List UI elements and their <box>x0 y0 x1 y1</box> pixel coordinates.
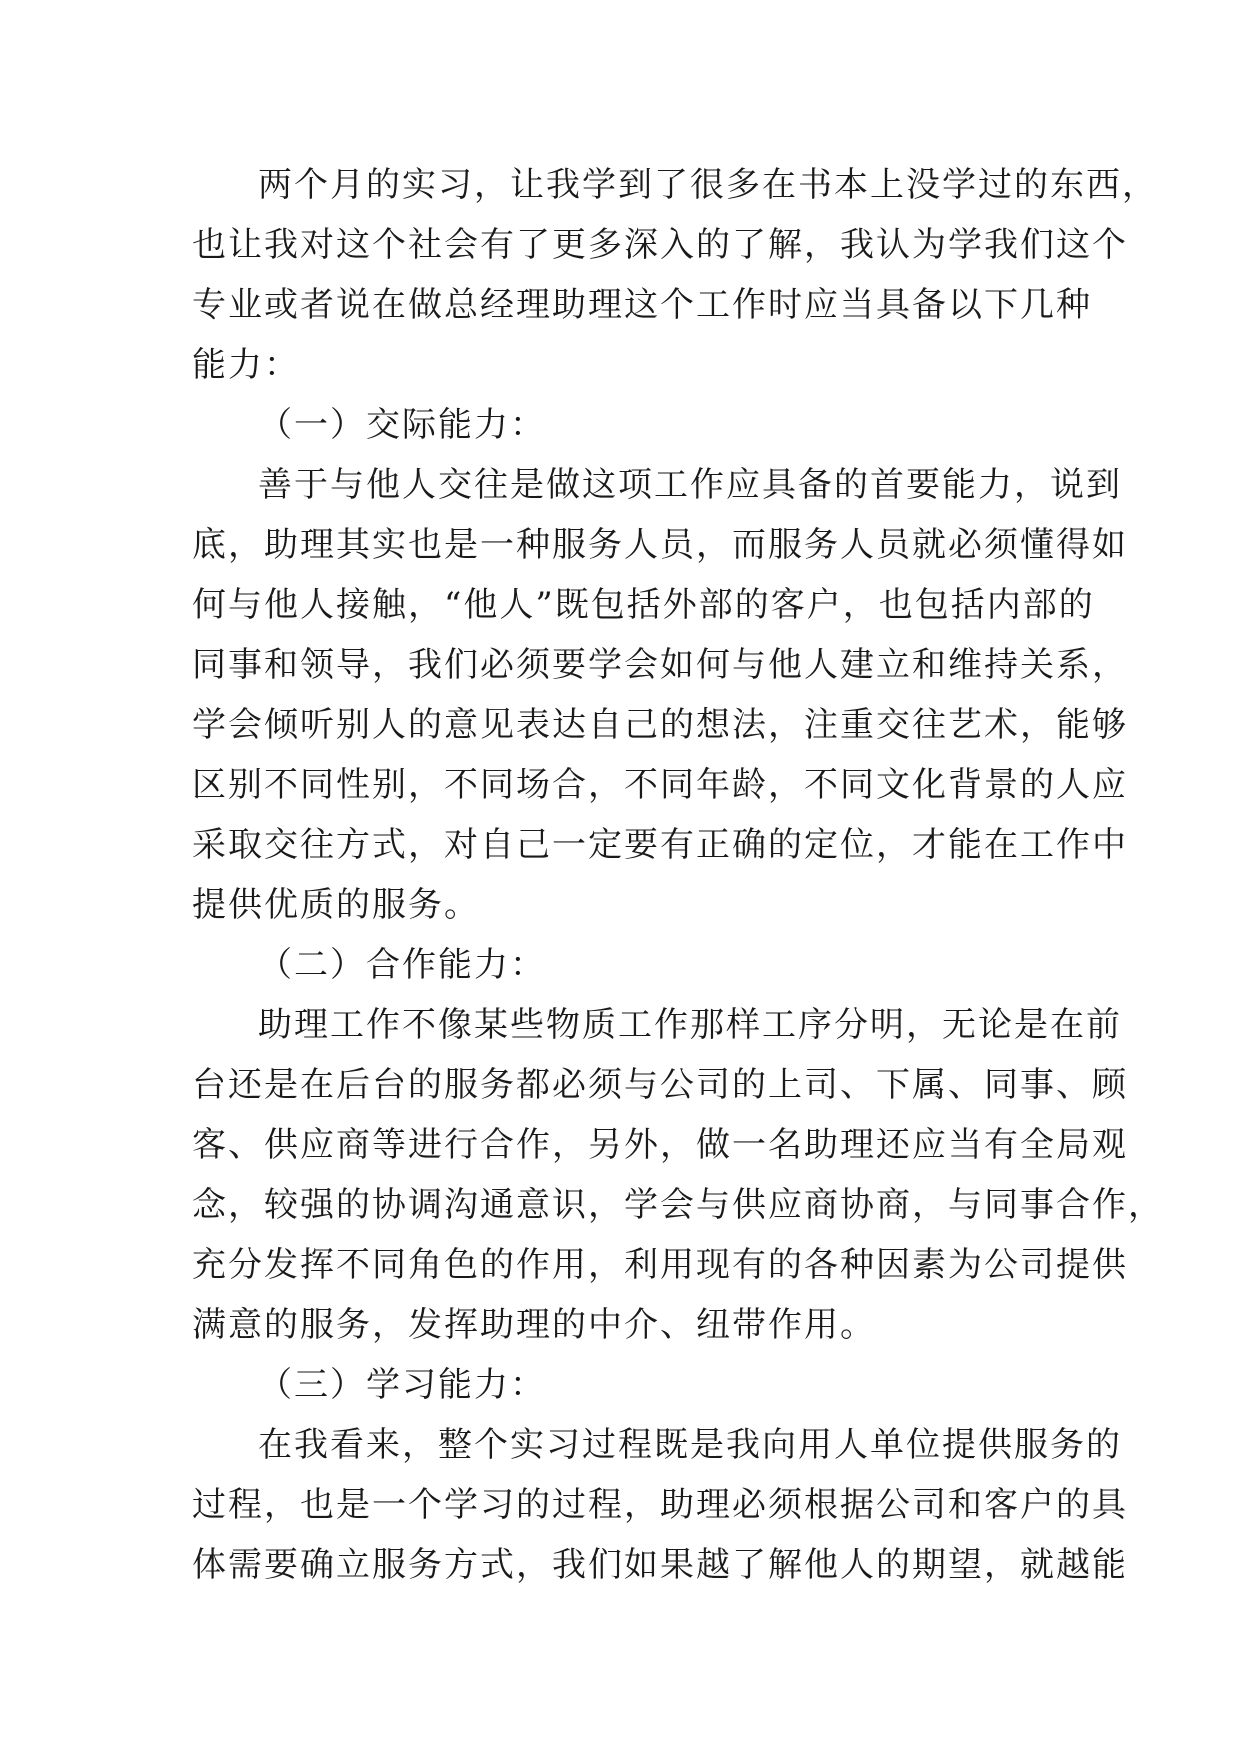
text-line: 善于与他人交往是做这项工作应具备的首要能力，说到 <box>258 465 1122 505</box>
text-line: （三）学习能力： <box>258 1365 546 1405</box>
text-line: 何与他人接触，“他人”既包括外部的客户，也包括内部的 <box>192 585 1095 625</box>
text-line: 满意的服务，发挥助理的中介、纽带作用。 <box>192 1305 876 1345</box>
text-line: 也让我对这个社会有了更多深入的了解，我认为学我们这个 <box>192 225 1128 265</box>
text-line: 台还是在后台的服务都必须与公司的上司、下属、同事、顾 <box>192 1065 1128 1105</box>
text-line: 客、供应商等进行合作，另外，做一名助理还应当有全局观 <box>192 1125 1128 1165</box>
text-line: （二）合作能力： <box>258 945 546 985</box>
text-line: 区别不同性别，不同场合，不同年龄，不同文化背景的人应 <box>192 765 1128 805</box>
text-line: 提供优质的服务。 <box>192 885 480 925</box>
text-line: 充分发挥不同角色的作用，利用现有的各种因素为公司提供 <box>192 1245 1128 1285</box>
text-line: （一）交际能力： <box>258 405 546 445</box>
text-line: 念，较强的协调沟通意识，学会与供应商协商，与同事合作， <box>192 1185 1164 1225</box>
document-body <box>192 155 1164 1595</box>
text-line: 过程，也是一个学习的过程，助理必须根据公司和客户的具 <box>192 1485 1128 1525</box>
text-line: 同事和领导，我们必须要学会如何与他人建立和维持关系， <box>192 645 1128 685</box>
text-line: 助理工作不像某些物质工作那样工序分明，无论是在前 <box>258 1005 1122 1045</box>
text-line: 底，助理其实也是一种服务人员，而服务人员就必须懂得如 <box>192 525 1128 565</box>
text-line: 采取交往方式，对自己一定要有正确的定位，才能在工作中 <box>192 825 1128 865</box>
text-line: 能力： <box>192 345 300 385</box>
text-line: 专业或者说在做总经理助理这个工作时应当具备以下几种 <box>192 285 1092 325</box>
text-line: 在我看来，整个实习过程既是我向用人单位提供服务的 <box>258 1425 1122 1465</box>
text-line: 两个月的实习，让我学到了很多在书本上没学过的东西， <box>258 165 1158 205</box>
text-line: 体需要确立服务方式，我们如果越了解他人的期望，就越能 <box>192 1545 1128 1585</box>
text-line: 学会倾听别人的意见表达自己的想法，注重交往艺术，能够 <box>192 705 1128 745</box>
